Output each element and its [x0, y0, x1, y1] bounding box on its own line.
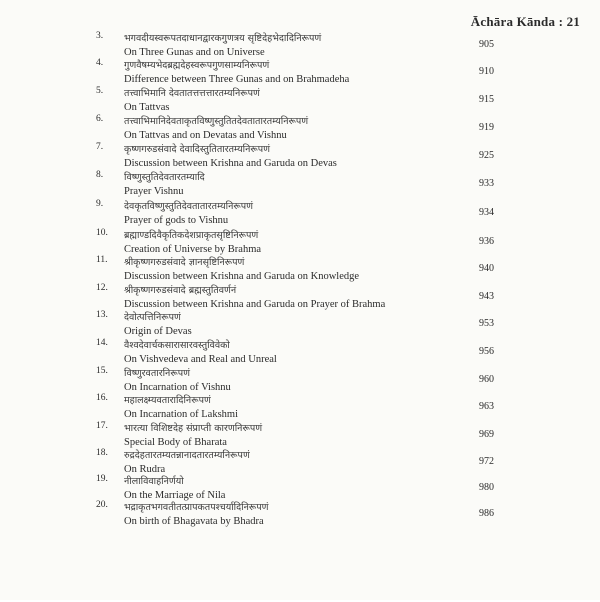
entry-page-number: 905 — [479, 39, 494, 50]
entry-page-number: 963 — [479, 401, 494, 412]
contents-entry — [0, 552, 600, 602]
entry-page-number: 925 — [479, 150, 494, 161]
entry-number: 8. — [96, 170, 104, 180]
entry-sanskrit-title: भद्राकृतभगवतीतत्प्रापकतपश्चर्यादिनिरूपणं — [124, 502, 269, 513]
entry-page-number: 960 — [479, 374, 494, 385]
entry-english-title: On Incarnation of Vishnu — [124, 382, 231, 393]
entry-sanskrit-title: वैश्वदेवार्चकसारासारवस्तुविवेको — [124, 340, 230, 351]
entry-english-title: Discussion between Krishna and Garuda on Knowledge — [124, 271, 360, 282]
entry-english-title: On the Marriage of Nila — [124, 490, 226, 501]
entry-sanskrit-title: तत्त्वाभिमानि देवतातत्तत्तत्तारतम्यनिरूपणं — [124, 88, 260, 99]
entry-english-title: On Rudra — [124, 464, 166, 475]
entry-english-title: Discussion between Krishna and Garuda on Devas — [124, 158, 337, 169]
entry-sanskrit-title: भगवदीयस्वरूपतदाधानद्वारकगुणत्रय सृष्टिदेहभेदादिनिरूपणं — [124, 33, 322, 44]
entry-number: 14. — [96, 338, 108, 348]
entry-sanskrit-title: श्रीकृष्णगरुडसंवादे ब्रह्मस्तुतिवर्णनं — [124, 285, 237, 296]
entry-sanskrit-title: विष्णुस्तुतिदेवतारतम्यादि — [124, 172, 205, 183]
entry-page-number: 933 — [479, 178, 494, 189]
entry-number: 11. — [96, 255, 108, 265]
entry-page-number: 919 — [479, 122, 494, 133]
entry-sanskrit-title: देवोत्पत्तिनिरूपणं — [124, 312, 181, 323]
entry-number: 15. — [96, 366, 108, 376]
entry-page-number: 969 — [479, 429, 494, 440]
entry-number: 16. — [96, 393, 108, 403]
entry-page-number: 953 — [479, 318, 494, 329]
entry-sanskrit-title: रुद्रदेहतारतम्यतन्नानादतारतम्यनिरूपणं — [124, 450, 250, 461]
entry-number: 7. — [96, 142, 104, 152]
entry-number: 5. — [96, 86, 104, 96]
entry-number: 6. — [96, 114, 104, 124]
entry-english-title: Difference between Three Gunas and on Brahmadeha — [124, 74, 350, 85]
entry-page-number: 986 — [479, 508, 494, 519]
entry-number: 17. — [96, 421, 108, 431]
entry-english-title: On Tattvas — [124, 102, 170, 113]
entry-page-number: 943 — [479, 291, 494, 302]
entry-number: 12. — [96, 283, 108, 293]
entry-page-number: 956 — [479, 346, 494, 357]
entry-english-title: On Tattvas and on Devatas and Vishnu — [124, 130, 287, 141]
entry-sanskrit-title: नीलाविवाहनिर्णयो — [124, 476, 184, 487]
entry-number: 9. — [96, 199, 104, 209]
entry-page-number: 910 — [479, 66, 494, 77]
entry-sanskrit-title: देवकृतविष्णुस्तुतिदेवतातारतम्यनिरूपणं — [124, 201, 254, 212]
entry-number: 18. — [96, 448, 108, 458]
entry-page-number: 972 — [479, 456, 494, 467]
entry-page-number: 936 — [479, 236, 494, 247]
entry-english-title: On Three Gunas and on Universe — [124, 47, 265, 58]
entry-page-number: 940 — [479, 263, 494, 274]
entry-number: 20. — [96, 500, 108, 510]
entry-sanskrit-title: गुणवैषम्यभेदब्रह्मदेहस्वरूपगुणसाम्यनिरूपणं — [124, 60, 270, 71]
entry-page-number: 915 — [479, 94, 494, 105]
entry-page-number: 980 — [479, 482, 494, 493]
entry-english-title: On birth of Bhagavata by Bhadra — [124, 516, 264, 527]
entry-number: 10. — [96, 228, 108, 238]
entry-english-title: Special Body of Bharata — [124, 437, 227, 448]
entry-page-number: 934 — [479, 207, 494, 218]
entry-english-title: Creation of Universe by Brahma — [124, 244, 262, 255]
entry-english-title: On Incarnation of Lakshmi — [124, 409, 239, 420]
entry-sanskrit-title: भारत्या विशिष्टदेह संप्राप्ती कारणनिरूपणं — [124, 423, 263, 434]
entry-sanskrit-title: ब्रह्माण्डदिवैकृतिकदेशप्राकृतसृष्टिनिरूपणं — [124, 230, 259, 241]
entry-sanskrit-title: श्रीकृष्णगरुडसंवादे ज्ञानसृष्टिनिरूपणं — [124, 257, 245, 268]
entry-number: 3. — [96, 31, 104, 41]
entry-sanskrit-title: कृष्णगरुडसंवादे देवादिस्तुतितारतम्यनिरूपणं — [124, 144, 270, 155]
running-head: Āchāra Kānda : 21 — [470, 14, 580, 29]
entry-number: 19. — [96, 474, 108, 484]
entry-sanskrit-title: विष्णुरवतारनिरूपणं — [124, 368, 190, 379]
entry-english-title: Prayer of gods to Vishnu — [124, 215, 229, 226]
entry-sanskrit-title: महालक्ष्म्यवतारादिनिरूपणं — [124, 395, 211, 406]
entry-sanskrit-title: तत्त्वाभिमानिदेवताकृतविष्णुस्तुतितदेवतातारतम्यनिरूपणं — [124, 116, 309, 127]
entry-english-title: Origin of Devas — [124, 326, 192, 337]
entry-english-title: Prayer Vishnu — [124, 186, 184, 197]
entry-english-title: Discussion between Krishna and Garuda on Prayer of Brahma — [124, 299, 386, 310]
entry-number: 4. — [96, 58, 104, 68]
entry-english-title: On Vishvedeva and Real and Unreal — [124, 354, 277, 365]
entry-number: 13. — [96, 310, 108, 320]
